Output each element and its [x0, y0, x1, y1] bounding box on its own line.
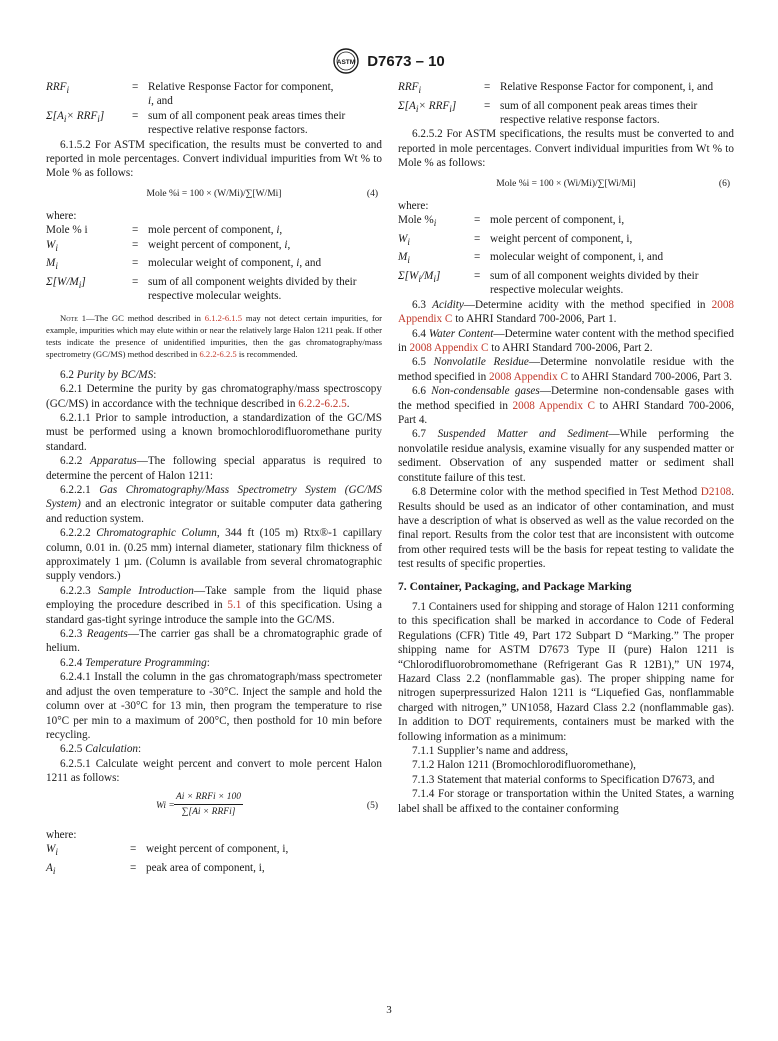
- where-label-r: where:: [398, 199, 429, 212]
- def-rrf: $RRF_i$ = Relative Response Factor for component, i, and: [46, 81, 334, 108]
- para-624: 6.2.4 Temperature Programming:: [60, 656, 210, 669]
- para-6251: 6.2.5.1 Calculate weight percent and convert to mole percent Halon 1211 as follows:: [46, 757, 382, 785]
- link-appendix-c-3[interactable]: 2008 Appendix C: [489, 370, 568, 383]
- designation: D7673 – 10: [367, 52, 445, 70]
- def-mi: $M_i$ = molecular weight of component, i, and: [46, 257, 322, 273]
- def-sum-r: $\Sigma[A_i\times RRF_i]$ = sum of all component peak areas times their respective relative response factors.: [398, 99, 698, 127]
- where-label-2: where:: [46, 828, 77, 841]
- def-sum: $\Sigma[A_i\times RRF_i]$ = sum of all component peak areas times their respective relative response factors.: [46, 109, 346, 137]
- para-68: 6.8 Determine color with the method specified in Test Method D2108. Results should be used as an indicator of other contamination, and must have a description of what is observed as well as the value recorded on the final report. Results from the color test that are inconsistent with outcome from other required tests will be the basis for repeat testing to validate the test results of specific properties.: [398, 486, 734, 571]
- equation-4: Mole %i = 100 × (W/Mi)/∑[W/Mi] (4): [146, 188, 378, 199]
- section-7-heading: 7. Container, Packaging, and Package Marking: [398, 579, 632, 593]
- def-wi: $W_i$ = weight percent of component, i,: [46, 238, 291, 254]
- para-6221: 6.2.2.1 Gas Chromatography/Mass Spectrometry System (GC/MS System) and an electronic integrator or suitable computer data gathering and reduction system.: [46, 484, 383, 525]
- para-622: 6.2.2 Apparatus—The following special apparatus is required to determine the percent of Halon 1211:: [46, 455, 383, 482]
- para-6222: 6.2.2.2 Chromatographic Column, 344 ft (105 m) Rtx®-1 capillary column, 0.01 in. (0.25 mm) internal diameter, stationary film thickness of approximately 1 µm. (Column is available from several chromatographic supply vendors.): [46, 527, 383, 583]
- def-mi-r: $M_i$ = molecular weight of component, i, and: [398, 251, 664, 267]
- para-621: 6.2.1 Determine the purity by gas chromatography/mass spectroscopy (GC/MS) in accordance with the technique described in 6.2.2-6.2.5.: [46, 383, 382, 410]
- para-66: 6.6 Non-condensable gases—Determine non-condensable gases with the method specified in 2008 Appendix C to AHRI Standard 700-2006, Part 4.: [398, 385, 734, 427]
- svg-text:ASTM: ASTM: [336, 59, 356, 66]
- equation-5: Wi = Ai × RRFi × 100 ∑[Ai × RRFi] (5): [156, 791, 378, 817]
- link-6-1-2[interactable]: 6.1.2-6.1.5: [204, 312, 243, 323]
- def-rrf-r: $RRF_i$ = Relative Response Factor for component, i, and: [398, 81, 714, 97]
- equation-6: Mole %i = 100 × (Wi/Mi)/∑[Wi/Mi] (6): [496, 178, 730, 189]
- def-sum-wm: $\Sigma[W/M_i]$ = sum of all component weights divided by their respective molecular weights.: [46, 275, 357, 303]
- para-6252: 6.2.5.2 For ASTM specifications, the results must be converted to and reported in mole percentages. Convert individual impurities from Wt % to Mole % as follows:: [398, 128, 734, 170]
- link-d2108[interactable]: D2108: [700, 486, 732, 499]
- link-6-2-2[interactable]: 6.2.2-6.2.5: [199, 348, 237, 359]
- def-mole: Mole % i = mole percent of component, i,: [46, 224, 283, 237]
- para-712: 7.1.2 Halon 1211 (Bromochlorodifluoromethane),: [412, 759, 636, 772]
- link-6-2-2-b[interactable]: 6.2.2-6.2.5: [298, 397, 347, 410]
- para-65: 6.5 Nonvolatile Residue—Determine nonvolatile residue with the method specified in 2008 Appendix C to AHRI Standard 700-2006, Part 3.: [398, 356, 734, 383]
- def-sum-wm-r: $\Sigma[W_i/M_i]$ = sum of all component weights divided by their respective molecular weights.: [398, 270, 699, 297]
- para-71: 7.1 Containers used for shipping and storage of Halon 1211 conforming to this specification shall be marked in accordance to Code of Federal Regulations (CFR) Title 49, Part 172 Subpart D “Marking.” The proper shipping name for ASTM D7673 Type II (pure) Halon 1211 is “Chlorodifluorobromomethane (Refrigerant Gas R 12B1),” UN 1974, Hazard Class 2.2 (nonflammable gas). The proper shipping name for nitrogen superpressurized Halon 1211 is “Liquefied Gas, nonflammable charged with nitrogen,” UN1058, Hazard Class 2.2 (nonflammable gas). In addition to DOT requirements, containers must be marked with the following information as a minimum:: [398, 600, 734, 743]
- link-appendix-c-2[interactable]: 2008 Appendix C: [409, 342, 489, 355]
- para-67: 6.7 Suspended Matter and Sediment—While performing the nonvolatile residue analysis, examine visually for any suspended matter or sediment. Observation of any suspended matter or sediment shall constitute failure of this test.: [398, 428, 734, 484]
- right-column: [398, 80, 734, 816]
- def-wi-2: $W_i$ = weight percent of component, i,: [46, 842, 289, 859]
- note-1: Note 1—The GC method described in 6.1.2-6.1.5 may not detect certain impurities, for example, impurities which may elute within or near the relatively large Halon 1211 peak. If other tests indicate the presence of unidentified impurities, then the gas chromatography/mass spectrometry (GC/MS) method described in 6.2.2-6.2.5 is recommended.: [46, 312, 382, 359]
- para-6152: 6.1.5.2 For ASTM specification, the results must be converted to and reported in mole percentages. Convert individual impurities from Wt % to Mole % as follows:: [46, 138, 382, 180]
- def-ai: $A_i$ = peak area of component, i,: [46, 861, 265, 877]
- def-wi-r: $W_i$ = weight percent of component, i,: [398, 232, 633, 248]
- page-header: [0, 48, 778, 74]
- para-625: 6.2.5 Calculation:: [60, 743, 142, 756]
- para-713: 7.1.3 Statement that material conforms to Specification D7673, and: [412, 773, 715, 786]
- para-623: 6.2.3 Reagents—The carrier gas shall be a chromatographic grade of helium.: [46, 628, 382, 655]
- para-714: 7.1.4 For storage or transportation within the United States, a warning label shall be affixed to the container conforming: [398, 788, 734, 815]
- link-appendix-c-4[interactable]: 2008 Appendix C: [512, 399, 595, 412]
- def-mole-r: Mole $\%_i$ = mole percent of component, i,: [398, 214, 625, 230]
- para-6241: 6.2.4.1 Install the column in the gas chromatograph/mass spectrometer and adjust the oven temperature to -30°C. Inject the sample and hold the column over at -30°C for 13 min, then program the temperature to rise 10°C per min to a maximum of 200°C, then posthold for 10 min before recycling.: [46, 671, 382, 741]
- para-64: 6.4 Water Content—Determine water content with the method specified in 2008 Appendix C to AHRI Standard 700-2006, Part 2.: [398, 327, 734, 355]
- astm-logo-icon: [333, 48, 359, 74]
- where-label: where:: [46, 209, 77, 222]
- link-appendix-c-1[interactable]: 2008 Appendix C: [398, 298, 735, 326]
- para-62: 6.2 Purity by BC/MS:: [60, 368, 157, 381]
- left-column: [46, 80, 382, 879]
- para-63: 6.3 Acidity—Determine acidity with the method specified in 2008 Appendix C to AHRI Standard 700-2006, Part 1.: [398, 298, 735, 326]
- para-6211: 6.2.1.1 Prior to sample introduction, a standardization of the GC/MS must be performed using a known bromochlorodifluoromethane purity standard.: [46, 411, 382, 453]
- para-711: 7.1.1 Supplier’s name and address,: [412, 745, 569, 757]
- para-6223: 6.2.2.3 Sample Introduction—Take sample from the liquid phase employing the procedure described in 5.1 of this specification. Using a standard gas-tight syringe introduce the sample into the GC/MS.: [46, 584, 383, 626]
- page-number: 3: [386, 1004, 392, 1016]
- link-5-1[interactable]: 5.1: [227, 599, 242, 612]
